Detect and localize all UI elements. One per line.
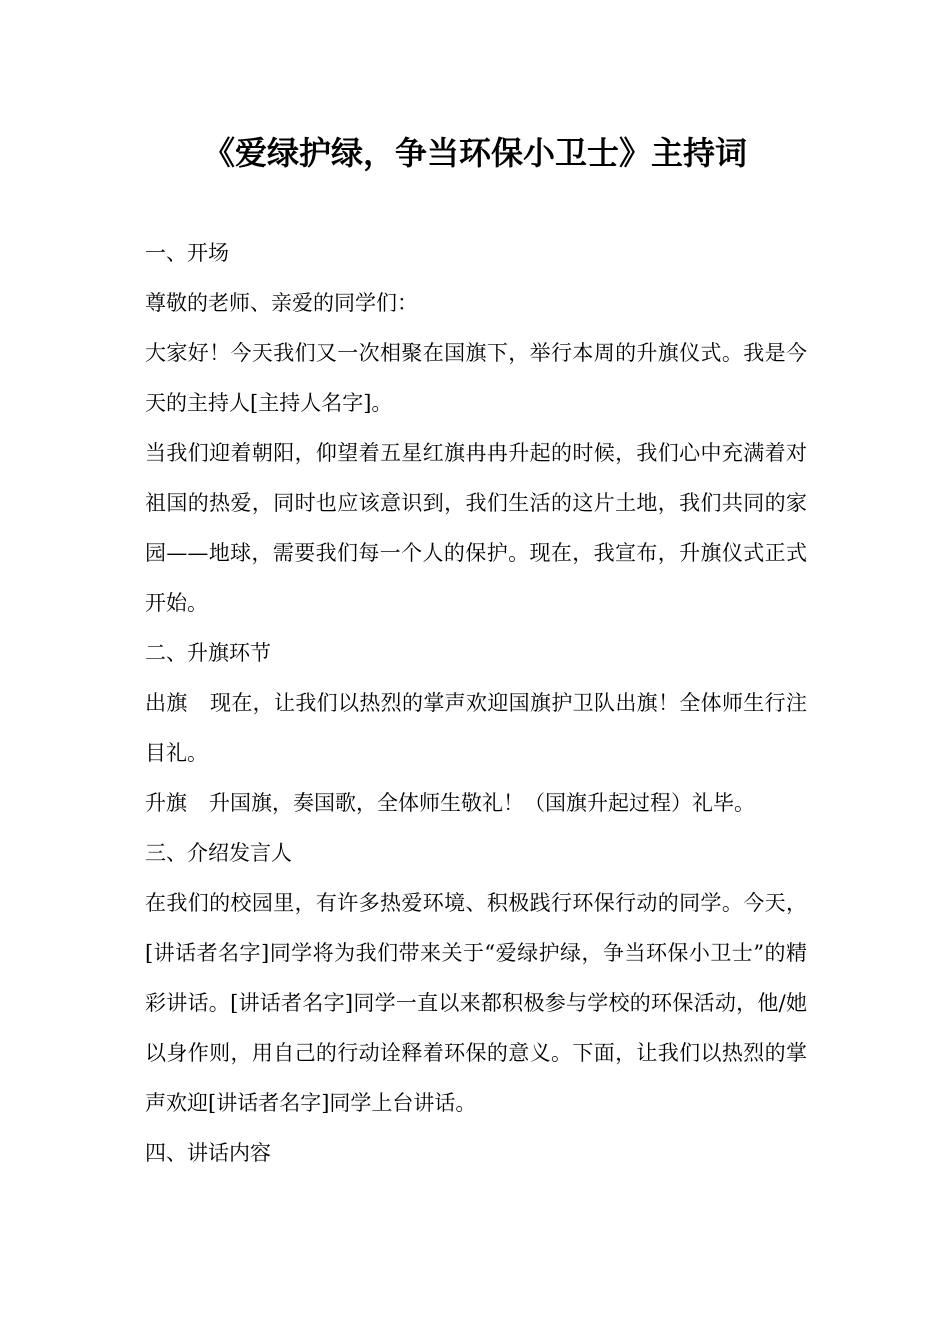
flag-raise-label: 升旗 bbox=[145, 791, 187, 815]
greeting-paragraph: 尊敬的老师、亲爱的同学们： bbox=[145, 291, 418, 315]
speaker-intro-paragraph: 在我们的校园里，有许多热爱环境、积极践行环保行动的同学。今天，[讲话者名字]同学将为我们带来关于“爱绿护绿，争当环保小卫士”的精彩讲话。[讲话者名字]同学一直以来都积极参与学校的环保活动，他/她以身作则，用自己的行动诠释着环保的意义。下面，让我们以热烈的掌声欢迎[讲话者名字]同学上台讲话。 bbox=[145, 891, 807, 1115]
flag-raise-text: 升国旗，奏国歌，全体师生敬礼！（国旗升起过程）礼毕。 bbox=[209, 791, 755, 815]
flag-out-paragraph bbox=[145, 678, 807, 778]
flag-out-label: 出旗 bbox=[145, 691, 188, 715]
flag-out-text: 现在，让我们以热烈的掌声欢迎国旗护卫队出旗！全体师生行注目礼。 bbox=[145, 691, 808, 765]
flag-raise-paragraph bbox=[145, 778, 807, 828]
section-heading-flag-raising: 二、升旗环节 bbox=[145, 641, 271, 665]
section-heading-speech-content: 四、讲话内容 bbox=[145, 1141, 271, 1165]
opening-paragraph: 当我们迎着朝阳，仰望着五星红旗冉冉升起的时候，我们心中充满着对祖国的热爱，同时也应该意识到，我们生活的这片土地，我们共同的家园——地球，需要我们每一个人的保护。现在，我宣布，升旗仪式正式开始。 bbox=[145, 441, 807, 615]
section-heading-speaker-intro: 三、介绍发言人 bbox=[145, 841, 292, 865]
document-body bbox=[145, 228, 807, 1178]
document-title: 《爱绿护绿，争当环保小卫士》主持词 bbox=[202, 134, 747, 172]
section-heading-opening: 一、开场 bbox=[145, 241, 229, 265]
intro-paragraph: 大家好！今天我们又一次相聚在国旗下，举行本周的升旗仪式。我是今天的主持人[主持人名字]。 bbox=[145, 341, 807, 415]
